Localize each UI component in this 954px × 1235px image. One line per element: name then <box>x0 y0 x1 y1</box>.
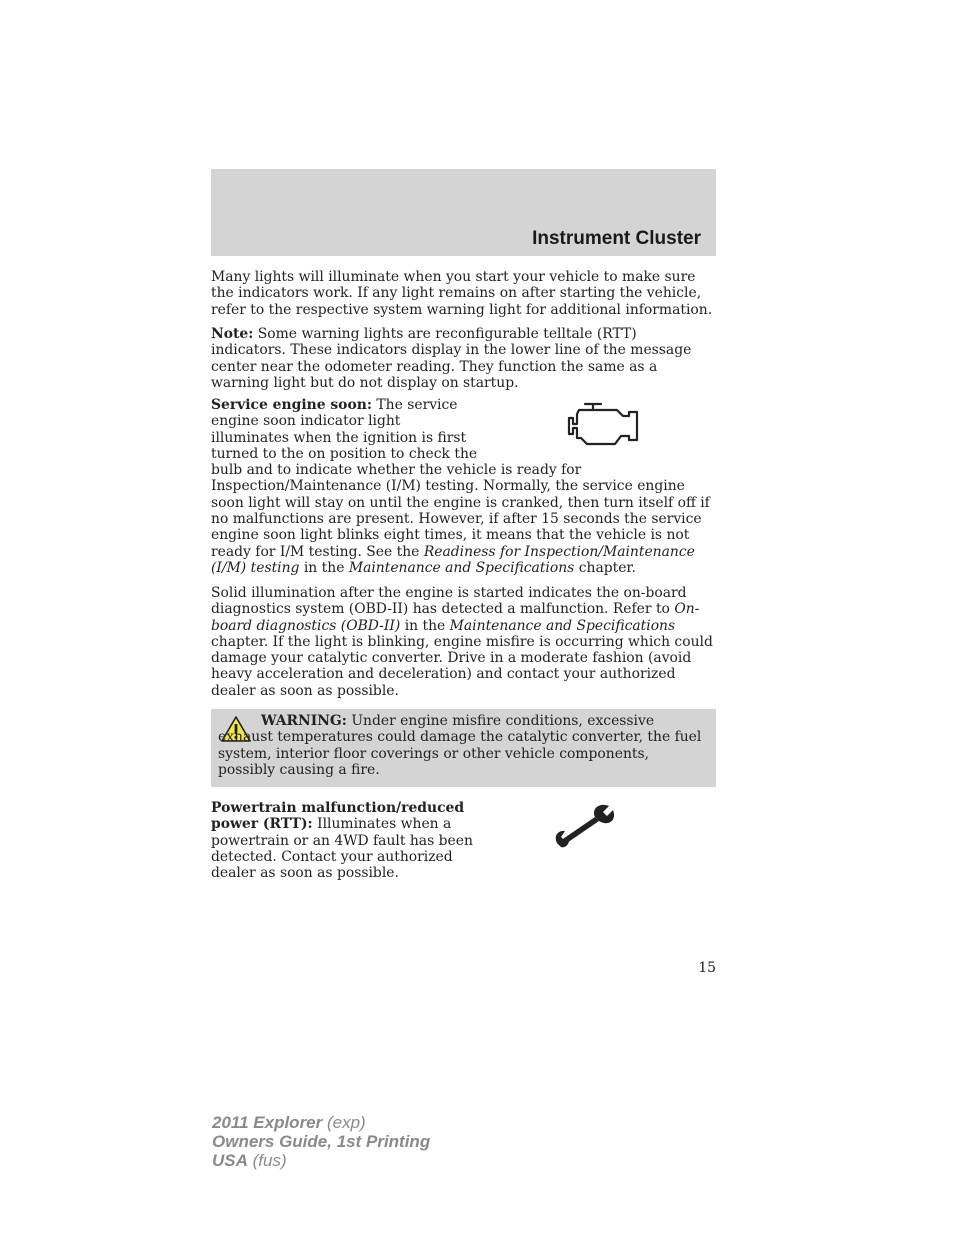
warning-box <box>211 709 716 787</box>
document-footer: 2011 Explorer (exp) Owners Guide, 1st Printing USA (fus) <box>212 1113 431 1170</box>
engine-icon <box>565 400 641 453</box>
note-label: Note: <box>211 326 254 342</box>
powertrain-paragraph: Powertrain malfunction/reduced power (RTT): Illuminates when a powertrain or an 4WD fault has been detected. Contact your authorized dealer as soon as possible. <box>211 800 473 882</box>
solid-illumination-paragraph: Solid illumination after the engine is started indicates the on-board diagnostics system (OBD-II) has detected a malfunction. Refer to On-board diagnostics (OBD-II) in the Maintenance and Specifications chapter. If the light is blinking, engine misfire is occurring which could damage your catalytic converter. Drive in a moderate fashion (avoid heavy acceleration and deceleration) and contact your authorized dealer as soon as possible. <box>211 585 713 699</box>
service-engine-label: Service engine soon: <box>211 397 372 413</box>
ref-readiness: Readiness for Inspection/Maintenance (I/M) testing <box>211 543 695 576</box>
intro-paragraph: Many lights will illuminate when you start your vehicle to make sure the indicators work. If any light remains on after starting the vehicle, refer to the respective system warning light for additional information. <box>211 269 713 318</box>
section-header <box>211 169 716 256</box>
warning-text: WARNING: Under engine misfire conditions, excessive exhaust temperatures could damage the catalytic converter, the fuel system, interior floor coverings or other vehicle components, possibly causing a fire. <box>218 713 702 778</box>
warning-label: WARNING: <box>261 713 347 729</box>
section-title: Instrument Cluster <box>532 228 701 249</box>
service-engine-paragraph: Service engine soon: The service engine soon indicator light illuminates when the ignition is first turned to the on position to check the bulb and to indicate whether the vehicle is ready for Inspection/Maintenance (I/M) testing. Normally, the service engine soon light will stay on until the engine is cranked, then turn itself off if no malfunctions are present. However, if after 15 seconds the service engine soon light blinks eight times, it means that the vehicle is not ready for I/M testing. See the Readiness for Inspection/Maintenance (I/M) testing in the Maintenance and Specifications chapter. <box>211 397 710 576</box>
wrench-icon <box>555 803 619 856</box>
note-paragraph <box>211 326 716 391</box>
note-text: Some warning lights are reconfigurable telltale (RTT) indicators. These indicators display in the lower line of the message center near the odometer reading. They function the same as a warning light but do not display on startup. <box>211 326 692 391</box>
ref-maintenance-2: Maintenance and Specifications <box>449 617 676 634</box>
page-number: 15 <box>698 960 716 976</box>
ref-maintenance: Maintenance and Specifications <box>348 559 575 576</box>
powertrain-label: Powertrain malfunction/reduced power (RTT): <box>211 800 465 833</box>
ref-obd: On-board diagnostics (OBD-II) <box>211 601 700 634</box>
